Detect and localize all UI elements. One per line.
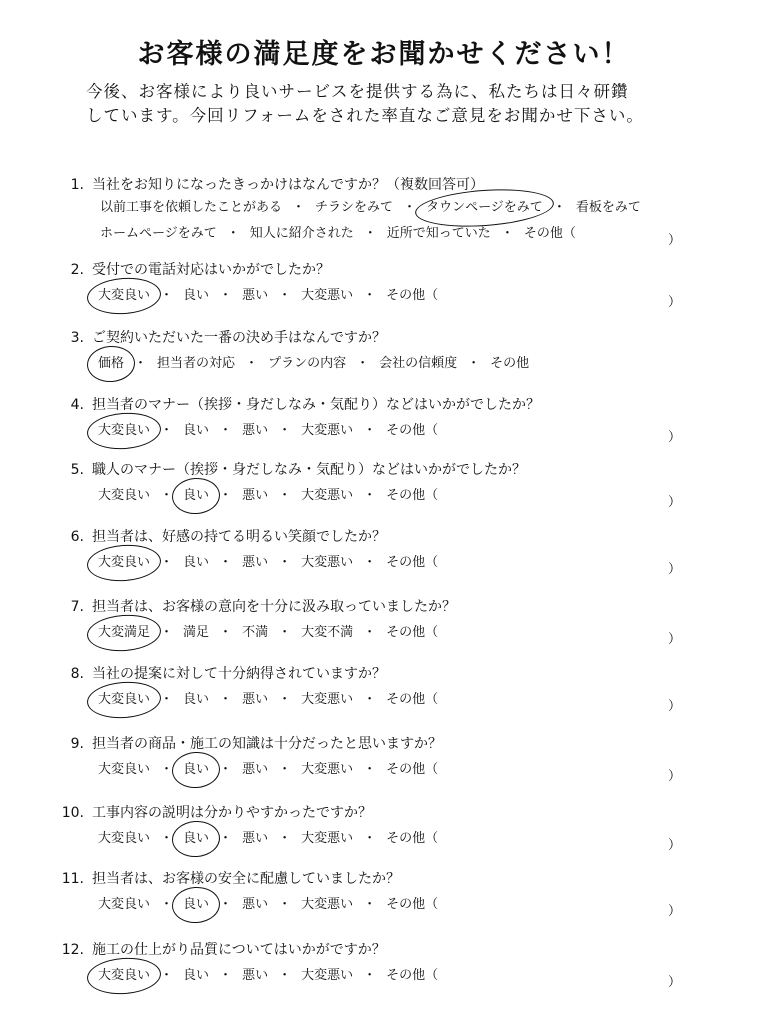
answer-option[interactable]: 大変良い (98, 488, 151, 503)
answer-option[interactable]: その他 (490, 356, 530, 371)
question-text (58, 597, 698, 617)
answer-option[interactable]: 良い (183, 968, 210, 983)
option-separator: ・ (134, 356, 148, 371)
option-separator: ・ (356, 356, 370, 371)
question-number: 11. (61, 871, 84, 887)
answer-option[interactable]: プランの内容 (268, 356, 347, 371)
question-text (58, 803, 698, 823)
question-8 (58, 664, 698, 714)
answer-option[interactable]: 良い (183, 288, 210, 303)
intro-line-2: しています。今回リフォームをされた率直なご意見をお聞かせ下さい。 (86, 106, 644, 125)
answer-option[interactable]: 大変悪い (301, 897, 354, 912)
answer-option-selected[interactable]: 大変良い (98, 690, 150, 710)
option-separator: ・ (292, 200, 306, 215)
question-text (58, 395, 698, 415)
answer-options (58, 829, 698, 853)
answer-option[interactable]: 大変不満 (301, 625, 354, 640)
option-separator: ・ (160, 968, 174, 983)
answer-option[interactable]: チラシをみて (315, 200, 394, 215)
question-label: 施工の仕上がり品質についてはいかがですか？ (92, 942, 386, 958)
option-separator: ・ (160, 692, 174, 707)
question-text (58, 527, 698, 547)
answer-option-selected[interactable]: タウンページをみて (426, 198, 543, 218)
answer-option-selected[interactable]: 良い (183, 895, 209, 915)
answer-option[interactable]: その他（ (386, 288, 439, 303)
answer-options (58, 286, 698, 310)
question-text (58, 664, 698, 684)
question-text (58, 260, 698, 280)
option-separator: ・ (160, 555, 174, 570)
answer-option-selected[interactable]: 大変良い (98, 966, 150, 986)
question-4 (58, 395, 698, 445)
option-separator: ・ (278, 488, 292, 503)
option-separator: ・ (363, 625, 377, 640)
close-paren: ） (668, 632, 682, 647)
answer-option-selected[interactable]: 価格 (98, 354, 124, 374)
option-separator: ・ (219, 625, 233, 640)
answer-option[interactable]: 知人に紹介された (249, 226, 354, 241)
option-separator: ・ (467, 356, 481, 371)
answer-option[interactable]: 大変良い (98, 831, 151, 846)
survey-title: お客様の満足度をお聞かせください！ (137, 39, 631, 70)
question-1 (58, 175, 698, 248)
question-number: 6. (70, 529, 84, 545)
answer-option[interactable]: その他（ (386, 831, 439, 846)
answer-option[interactable]: 悪い (242, 555, 269, 570)
question-number: 7. (70, 599, 84, 615)
answer-option[interactable]: 良い (183, 423, 210, 438)
answer-options (58, 354, 698, 374)
option-separator: ・ (363, 762, 377, 777)
answer-option[interactable]: 良い (183, 555, 210, 570)
answer-option-selected[interactable]: 良い (183, 829, 209, 849)
answer-options (58, 966, 698, 990)
answer-option[interactable]: 大変良い (98, 897, 151, 912)
question-label: 工事内容の説明は分かりやすかったですか？ (92, 805, 372, 821)
option-separator: ・ (363, 555, 377, 570)
question-label: 担当者は、好感の持てる明るい笑顔でしたか？ (92, 529, 386, 545)
close-paren: ） (668, 699, 682, 714)
answer-option[interactable]: その他（ (523, 226, 576, 241)
question-text (58, 328, 698, 348)
answer-option[interactable]: 不満 (242, 625, 269, 640)
option-separator: ・ (219, 488, 233, 503)
question-number: 4. (70, 397, 84, 413)
question-number: 12. (61, 942, 84, 958)
answer-option[interactable]: 会社の信頼度 (379, 356, 458, 371)
question-11 (58, 869, 698, 919)
close-paren: ） (668, 295, 682, 310)
question-number: 5. (70, 462, 84, 478)
option-separator: ・ (219, 968, 233, 983)
question-12 (58, 940, 698, 990)
option-separator: ・ (363, 831, 377, 846)
close-paren: ） (668, 838, 682, 853)
answer-options (58, 895, 698, 919)
close-paren: ） (668, 769, 682, 784)
answer-option[interactable]: 悪い (242, 692, 269, 707)
option-separator: ・ (403, 200, 417, 215)
question-3 (58, 328, 698, 374)
option-separator: ・ (160, 423, 174, 438)
question-number: 8. (70, 666, 84, 682)
close-paren: ） (668, 904, 682, 919)
option-separator: ・ (278, 625, 292, 640)
answer-option[interactable]: 悪い (242, 897, 269, 912)
option-separator: ・ (245, 356, 259, 371)
answer-options (58, 760, 698, 784)
answer-option[interactable]: 看板をみて (575, 200, 641, 215)
answer-option-selected[interactable]: 良い (183, 760, 209, 780)
answer-option[interactable]: 悪い (242, 762, 269, 777)
answer-option[interactable]: その他（ (386, 555, 439, 570)
option-separator: ・ (219, 762, 233, 777)
question-label: 担当者のマナー（挨拶・身だしなみ・気配り）などはいかがでしたか？ (92, 397, 540, 413)
answer-option[interactable]: 大変悪い (301, 762, 354, 777)
option-separator: ・ (363, 897, 377, 912)
option-separator: ・ (278, 968, 292, 983)
answer-option-selected[interactable]: 大変良い (98, 553, 150, 573)
intro-line-1: 今後、お客様により良いサービスを提供する為に、私たちは日々研鑽 (86, 82, 629, 101)
answer-option-selected[interactable]: 大変良い (98, 286, 150, 306)
answer-option[interactable]: その他（ (386, 692, 439, 707)
intro-text (86, 80, 706, 128)
option-separator: ・ (278, 897, 292, 912)
close-paren: ） (668, 975, 682, 990)
question-text (58, 940, 698, 960)
answer-option[interactable]: 良い (183, 692, 210, 707)
question-text (58, 869, 698, 889)
answer-option-selected[interactable]: 大変良い (98, 421, 150, 441)
option-separator: ・ (219, 288, 233, 303)
question-label: 職人のマナー（挨拶・身だしなみ・気配り）などはいかがでしたか？ (92, 462, 526, 478)
question-label: ご契約いただいた一番の決め手はなんですか？ (92, 330, 386, 346)
option-separator: ・ (219, 897, 233, 912)
answer-options (58, 224, 698, 248)
answer-option[interactable]: その他（ (386, 762, 439, 777)
question-number: 2. (70, 262, 84, 278)
question-label: 受付での電話対応はいかがでしたか？ (92, 262, 330, 278)
close-paren: ） (668, 233, 682, 248)
answer-option[interactable]: 大変悪い (301, 968, 354, 983)
option-separator: ・ (160, 831, 174, 846)
option-separator: ・ (363, 692, 377, 707)
option-separator: ・ (363, 488, 377, 503)
question-number: 10. (61, 805, 84, 821)
answer-option[interactable]: その他（ (386, 625, 439, 640)
option-separator: ・ (219, 692, 233, 707)
question-text (58, 460, 698, 480)
answer-option[interactable]: 大変悪い (301, 423, 354, 438)
option-separator: ・ (278, 288, 292, 303)
question-number: 3. (70, 330, 84, 346)
option-separator: ・ (278, 423, 292, 438)
option-separator: ・ (160, 488, 174, 503)
question-7 (58, 597, 698, 647)
answer-option[interactable]: その他（ (386, 488, 439, 503)
answer-option[interactable]: 悪い (242, 968, 269, 983)
answer-option[interactable]: 大変悪い (301, 692, 354, 707)
option-separator: ・ (160, 762, 174, 777)
close-paren: ） (668, 495, 682, 510)
question-text (58, 175, 698, 195)
answer-option-selected[interactable]: 大変満足 (98, 623, 150, 643)
answer-option[interactable]: 満足 (183, 625, 210, 640)
answer-options (58, 421, 698, 445)
close-paren: ） (668, 562, 682, 577)
option-separator: ・ (160, 625, 174, 640)
answer-option[interactable]: 以前工事を依頼したことがある (100, 200, 283, 215)
answer-option-selected[interactable]: 良い (183, 486, 209, 506)
answer-options (58, 486, 698, 510)
answer-options (58, 623, 698, 647)
option-separator: ・ (278, 762, 292, 777)
answer-option[interactable]: 大変悪い (301, 288, 354, 303)
answer-options (58, 553, 698, 577)
option-separator: ・ (219, 423, 233, 438)
answer-option[interactable]: 担当者の対応 (157, 356, 236, 371)
answer-option[interactable]: 大変悪い (301, 831, 354, 846)
answer-option[interactable]: 悪い (242, 488, 269, 503)
question-label: 当社の提案に対して十分納得されていますか？ (92, 666, 386, 682)
option-separator: ・ (363, 288, 377, 303)
question-label: 担当者は、お客様の意向を十分に汲み取っていましたか？ (92, 599, 456, 615)
answer-options (58, 198, 698, 218)
option-separator: ・ (552, 200, 566, 215)
question-label: 担当者は、お客様の安全に配慮していましたか？ (92, 871, 400, 887)
question-2 (58, 260, 698, 310)
answer-option[interactable]: 大変悪い (301, 488, 354, 503)
option-separator: ・ (226, 226, 240, 241)
option-separator: ・ (363, 423, 377, 438)
option-separator: ・ (219, 831, 233, 846)
answer-option[interactable]: その他（ (386, 423, 439, 438)
option-separator: ・ (500, 226, 514, 241)
question-text (58, 734, 698, 754)
answer-option[interactable]: 悪い (242, 423, 269, 438)
option-separator: ・ (160, 288, 174, 303)
answer-option[interactable]: 大変悪い (301, 555, 354, 570)
answer-option[interactable]: その他（ (386, 897, 439, 912)
option-separator: ・ (363, 226, 377, 241)
question-9 (58, 734, 698, 784)
option-separator: ・ (278, 692, 292, 707)
question-5 (58, 460, 698, 510)
answer-option[interactable]: 悪い (242, 831, 269, 846)
option-separator: ・ (160, 897, 174, 912)
question-label: 担当者の商品・施工の知識は十分だったと思いますか？ (92, 736, 442, 752)
option-separator: ・ (363, 968, 377, 983)
option-separator: ・ (219, 555, 233, 570)
answer-option[interactable]: その他（ (386, 968, 439, 983)
option-separator: ・ (278, 555, 292, 570)
question-label: 当社をお知りになったきっかけはなんですか？（複数回答可） (92, 177, 484, 193)
answer-option[interactable]: 悪い (242, 288, 269, 303)
question-number: 9. (70, 736, 84, 752)
answer-options (58, 690, 698, 714)
answer-option[interactable]: 大変良い (98, 762, 151, 777)
answer-option[interactable]: ホームページをみて (100, 226, 217, 241)
close-paren: ） (668, 430, 682, 445)
answer-option[interactable]: 近所で知っていた (386, 226, 491, 241)
question-number: 1. (70, 177, 84, 193)
question-10 (58, 803, 698, 853)
option-separator: ・ (278, 831, 292, 846)
question-6 (58, 527, 698, 577)
